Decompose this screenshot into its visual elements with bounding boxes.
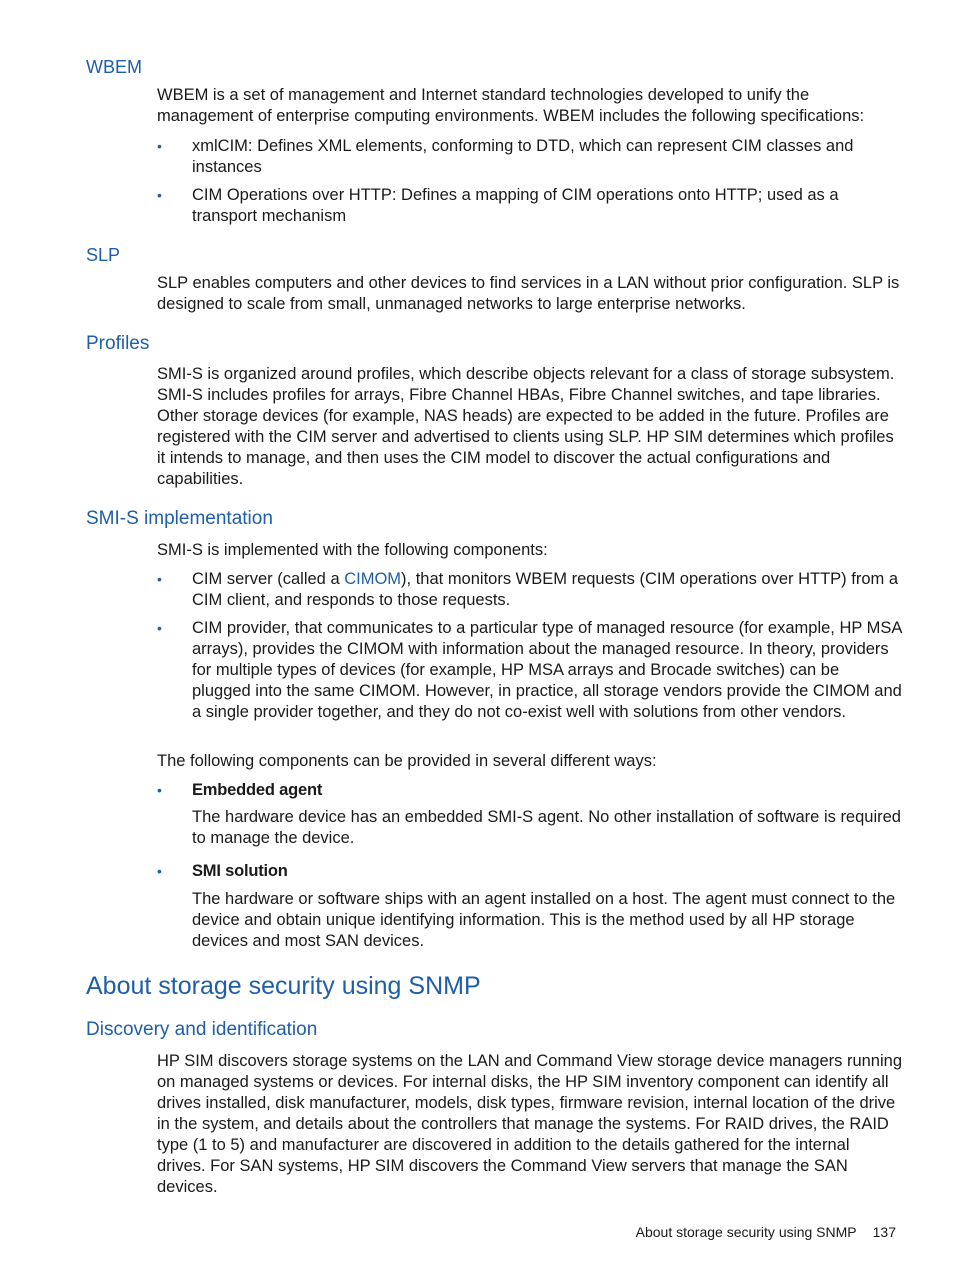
heading-slp: SLP	[86, 245, 121, 265]
text-run: CIM server (called a	[192, 570, 345, 588]
list-item	[157, 185, 902, 227]
paragraph-smis-intro: SMI-S is implemented with the following components:	[157, 541, 548, 559]
list-item-text: CIM Operations over HTTP: Defines a mapping of CIM operations onto HTTP; used as a transport mechanism	[192, 186, 839, 225]
footer-title: About storage security using SNMP	[635, 1224, 857, 1240]
paragraph-smi-solution: The hardware or software ships with an agent installed on a host. The agent must connect to the device and obtain unique identifying information. This is the method used by all HP storage devices and most SAN devices.	[192, 890, 896, 950]
bullet-icon: •	[157, 782, 162, 798]
paragraph-ways-intro: The following components can be provided in several different ways:	[157, 752, 657, 770]
bullet-icon: •	[157, 571, 162, 587]
heading-profiles: Profiles	[86, 333, 150, 354]
paragraph-discovery: HP SIM discovers storage systems on the LAN and Command View storage device managers running on managed systems or devices. For internal disks, the HP SIM inventory component can identify all drives installed, disk manufacturer, models, disk types, firmware revision, internal location of the drive in the system, and details about the controllers that manage the systems. For RAID drives, the RAID type (1 to 5) and manufacturer are discovered in addition to the details gathered for the internal drives. For SAN systems, HP SIM discovers the Command View servers that manage the SAN devices.	[157, 1052, 903, 1196]
page-number: 137	[872, 1224, 896, 1240]
bullet-icon: •	[157, 863, 162, 879]
list-item	[157, 136, 902, 178]
term-embedded-agent: Embedded agent	[192, 781, 323, 799]
list-item-text: xmlCIM: Defines XML elements, conforming to DTD, which can represent CIM classes and instances	[192, 137, 854, 176]
paragraph-embedded-agent: The hardware device has an embedded SMI-S agent. No other installation of software is required to manage the device.	[192, 808, 901, 847]
list-item	[157, 780, 902, 801]
paragraph-slp: SLP enables computers and other devices to find services in a LAN without prior configuration. SLP is designed to scale from small, unmanaged networks to large enterprise networks.	[157, 274, 900, 313]
list-item	[157, 569, 902, 611]
page-footer	[636, 1222, 896, 1242]
bullet-icon: •	[157, 620, 162, 636]
bullet-icon: •	[157, 187, 162, 203]
text-run: ), that monitors WBEM requests (CIM operations over HTTP) from a CIM client, and responds to those requests.	[192, 570, 899, 609]
heading-discovery: Discovery and identification	[86, 1019, 318, 1040]
paragraph-profiles: SMI-S is organized around profiles, which describe objects relevant for a class of storage subsystem. SMI-S includes profiles for arrays, Fibre Channel HBAs, Fibre Channel switches, and tape libraries. Other storage devices (for example, NAS heads) are expected to be added in the future. Profiles are registered with the CIM server and advertised to clients using SLP. HP SIM determines which profiles it intends to manage, and then uses the CIM model to discover the actual configurations and capabilities.	[157, 365, 895, 488]
heading-smis-implementation: SMI-S implementation	[86, 508, 273, 529]
list-item-text	[192, 569, 902, 611]
heading-wbem: WBEM	[86, 57, 142, 77]
bullet-icon: •	[157, 138, 162, 154]
list-item	[157, 861, 902, 882]
list-item	[157, 618, 902, 723]
paragraph-wbem: WBEM is a set of management and Internet standard technologies developed to unify the management of enterprise computing environments. WBEM includes the following specifications:	[157, 86, 865, 125]
list-item-text: CIM provider, that communicates to a particular type of managed resource (for example, HP MSA arrays), provides the CIMOM with information about the managed resource. In theory, providers for multiple types of devices (for example, HP MSA arrays and Brocade switches) can be plugged into the same CIMOM. However, in practice, all storage vendors provide the CIMOM and a single provider together, and they do not co-exist well with solutions from other vendors.	[192, 619, 902, 721]
term-smi-solution: SMI solution	[192, 862, 288, 880]
heading-storage-security-snmp: About storage security using SNMP	[86, 972, 481, 1000]
cimom-link[interactable]: CIMOM	[344, 570, 402, 588]
